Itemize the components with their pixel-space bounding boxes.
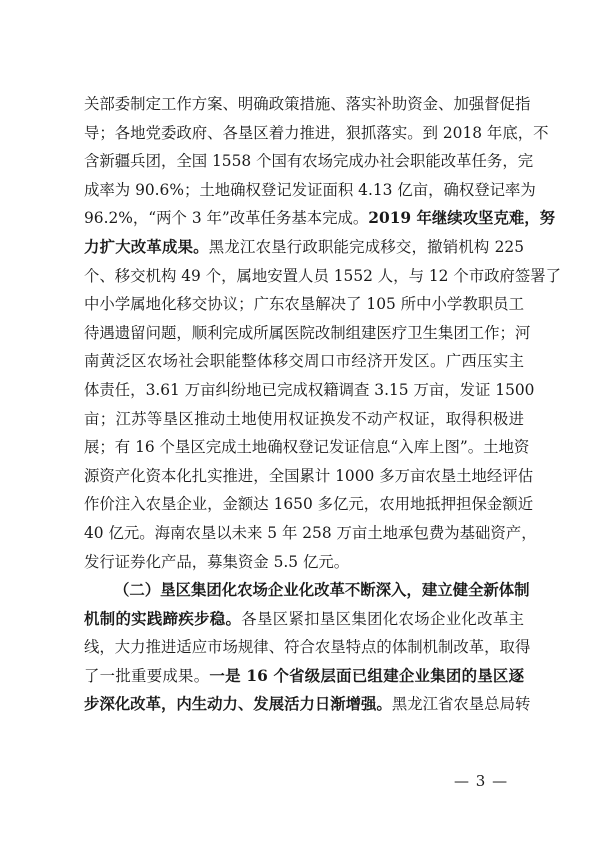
bold-text-segment: 力扩大改革成果。 — [84, 237, 209, 256]
text-segment: 线，大力推进适应市场规律、符合农垦特点的体制机制改革，取得 — [84, 638, 531, 657]
text-segment: 各垦区紧扣垦区集团化农场企业化改革主 — [241, 609, 524, 628]
body-text — [84, 90, 562, 719]
text-line — [84, 519, 537, 548]
text-line — [84, 90, 531, 119]
text-segment: 黑龙江农垦行政职能完成移交，撤销机构 225 — [208, 237, 524, 256]
text-line — [84, 176, 536, 205]
text-line — [84, 119, 549, 148]
text-line — [84, 605, 524, 634]
text-line — [84, 290, 524, 319]
text-line — [84, 319, 531, 348]
text-segment: 展；有 16 个垦区完成土地确权登记发证信息“入库上图”。土地资 — [84, 438, 530, 457]
bold-text-segment: 机制的实践蹄疾步稳。 — [84, 609, 242, 628]
bold-text-segment: 一是 16 个省级层面已组建企业集团的垦区逐 — [209, 666, 524, 685]
text-segment: 了一批重要成果。 — [84, 666, 210, 685]
text-line — [84, 548, 524, 577]
bold-text-segment: （二）垦区集团化农场企业化改革不断深入，建立健全新体制 — [114, 581, 530, 600]
text-segment: 源资产化资本化扎实推进，全国累计 1000 多万亩农垦土地经评估 — [84, 466, 534, 485]
text-line — [84, 662, 524, 691]
bold-text-segment: 步深化改革，内生动力、发展活力日渐增强。 — [84, 695, 392, 714]
text-segment: 黑龙江省农垦总局转 — [391, 695, 531, 714]
text-line — [84, 233, 524, 262]
text-segment: 含新疆兵团，全国 1558 个国有农场完成办社会职能改革任务，完 — [84, 152, 534, 171]
text-line — [84, 347, 524, 376]
text-line — [84, 204, 556, 233]
text-segment: 导；各地党委政府、各垦区着力推进，狠抓落实。到 2018 年底，不 — [84, 123, 549, 142]
text-line — [84, 490, 534, 519]
bold-text-segment: 2019 年继续攻坚克难，努 — [368, 209, 556, 228]
text-line — [84, 576, 530, 605]
text-line — [84, 376, 535, 405]
text-segment: 关部委制定工作方案、明确政策措施、落实补助资金、加强督促指 — [84, 95, 531, 113]
text-segment: 96.2%，“两个 3 年”改革任务基本完成。 — [84, 209, 369, 228]
text-line — [84, 690, 531, 719]
text-line — [84, 433, 530, 462]
text-segment: 中小学属地化移交协议；广东农垦解决了 105 所中小学教职员工 — [84, 295, 524, 314]
text-segment: 个、移交机构 49 个，属地安置人员 1552 人，与 12 个市政府签署了 — [84, 266, 562, 285]
text-segment: 40 亿元。海南农垦以未来 5 年 258 万亩土地承包费为基础资产， — [84, 523, 537, 542]
text-line — [84, 462, 534, 491]
page-number: — 3 — — [454, 772, 509, 790]
text-segment: 发行证券化产品，募集资金 5.5 亿元。 — [84, 552, 350, 571]
text-line — [84, 147, 534, 176]
text-segment: 作价注入农垦企业，金额达 1650 多亿元，农用地抵押担保金额近 — [84, 495, 534, 514]
text-segment: 亩；江苏等垦区推动土地使用权证换发不动产权证，取得积极进 — [84, 409, 524, 428]
text-line — [84, 633, 531, 662]
text-line — [84, 405, 524, 434]
text-segment: 体责任，3.61 万亩纠纷地已完成权籍调查 3.15 万亩，发证 1500 — [84, 380, 535, 399]
text-segment: 成率为 90.6%；土地确权登记发证面积 4.13 亿亩，确权登记率为 — [84, 180, 536, 199]
text-segment: 待遇遗留问题，顺利完成所属医院改制组建医疗卫生集团工作；河 — [84, 323, 531, 342]
text-segment: 南黄泛区农场社会职能整体移交周口市经济开发区。广西压实主 — [84, 352, 524, 371]
text-line — [84, 262, 562, 291]
